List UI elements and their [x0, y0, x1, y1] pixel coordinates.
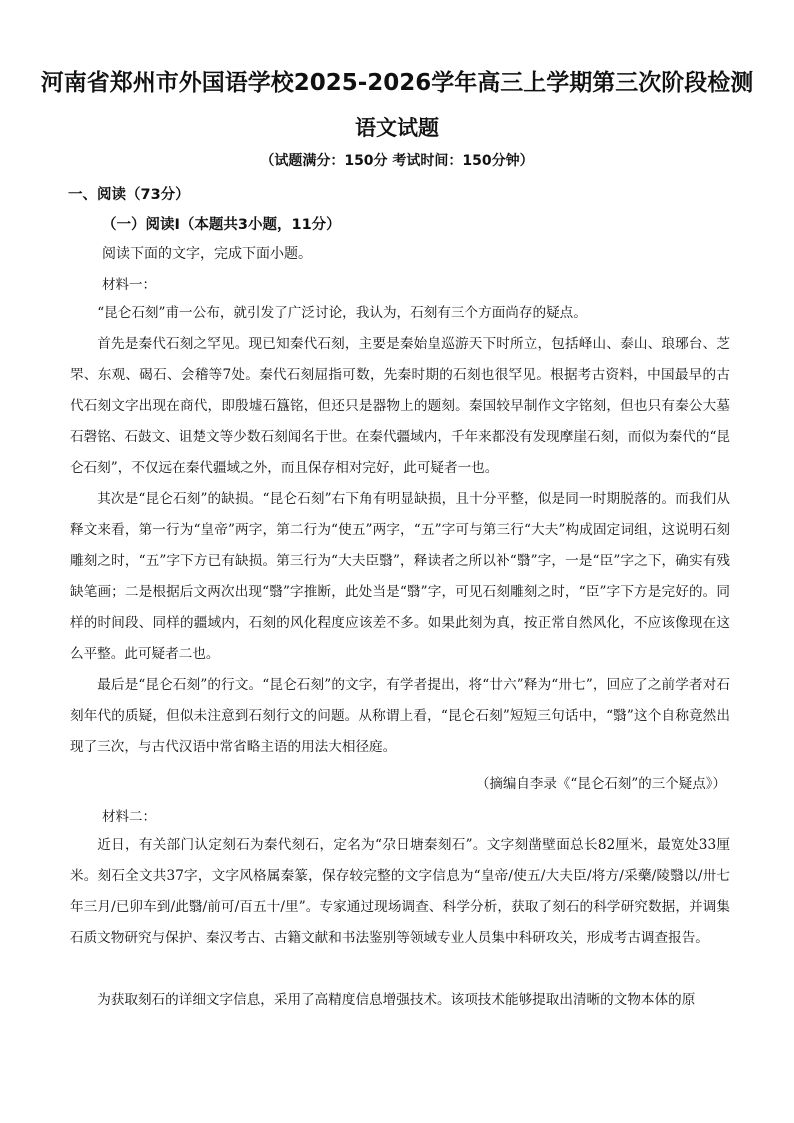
document-subtitle: 语文试题 — [355, 116, 439, 140]
subsection-heading: （一）阅读Ⅰ（本题共3小题，11分） — [102, 217, 341, 233]
material1-paragraph: 首先是秦代石刻之罕见。现已知秦代石刻，主要是秦始皇巡游天下时所立，包括峄山、泰山、琅琊台、芝罘、东观、碣石、会稽等7处。秦代石刻屈指可数，先秦时期的石刻也很罕见。根据考古资料，中国最早的古代石刻文字出现在商代，即殷墟石簋铭，但还只是器物上的题刻。秦国较早制作文字铭刻，但也只有秦公大墓石磬铭、石鼓文、诅楚文等少数石刻闻名于世。在秦代疆域内，千年来都没有发现摩崖石刻，而似为秦代的“昆仑石刻”，不仅远在秦代疆域之外，而且保存相对完好，此可疑者一也。 — [70, 336, 730, 476]
material1-source: （摘编自李录《“昆仑石刻”的三个疑点》） — [475, 776, 726, 792]
instruction-text: 阅读下面的文字，完成下面小题。 — [102, 246, 312, 262]
material1-paragraph: 其次是“昆仑石刻”的缺损。“昆仑石刻”右下角有明显缺损，且十分平整，似是同一时期脱落的。而我们从释文来看，第一行为“皇帝”两字，第二行为“使五”两字，“五”字可与第三行“大夫”构成固定词组，这说明石刻雕刻之时，“五”字下方已有缺损。第三行为“大夫臣翳”，释读者之所以补“翳”字，一是“臣”字之下，确实有残缺笔画；二是根据后文两次出现“翳”字推断，此处当是“翳”字，可见石刻雕刻之时，“臣”字下方是完好的。同样的时间段、同样的疆域内，石刻的风化程度应该差不多。如果此刻为真，按正常自然风化，不应该像现在这么平整。此可疑者二也。 — [70, 491, 730, 662]
exam-info: （试题满分：150分 考试时间：150分钟） — [260, 153, 534, 169]
material1-paragraph: “昆仑石刻”甫一公布，就引发了广泛讨论，我认为，石刻有三个方面尚存的疑点。 — [97, 305, 587, 321]
section-heading: 一、阅读（73分） — [68, 187, 190, 203]
material2-label: 材料二： — [102, 809, 156, 825]
material1-label: 材料一： — [102, 277, 156, 293]
material2-paragraph: 为获取刻石的详细文字信息，采用了高精度信息增强技术。该项技术能够提取出清晰的文物本体的原 — [97, 992, 696, 1008]
material2-paragraph: 近日，有关部门认定刻石为秦代刻石，定名为“尕日塘秦刻石”。文字刻凿壁面总长82厘米，最宽处33厘米。刻石全文共37字，文字风格属秦篆，保存较完整的文字信息为“皇帝/使五/大夫臣/将方/采藥/陵翳以/卅七年三月/已卯车到/此翳/前可/百五十/里”。专家通过现场调查、科学分析，获取了刻石的科学研究数据，并调集石质文物研究与保护、秦汉考古、古籍文献和书法鉴别等领域专业人员集中科研攻关，形成考古调查报告。 — [70, 837, 730, 946]
document-title: 河南省郑州市外国语学校2025-2026学年高三上学期第三次阶段检测 — [40, 70, 754, 96]
material1-paragraph: 最后是“昆仑石刻”的行文。“昆仑石刻”的文字，有学者提出，将“廿六”释为“卅七”，回应了之前学者对石刻年代的质疑，但似未注意到石刻行文的问题。从称谓上看，“昆仑石刻”短短三句话中，“翳”这个自称竟然出现了三次，与古代汉语中常省略主语的用法大相径庭。 — [70, 677, 730, 755]
